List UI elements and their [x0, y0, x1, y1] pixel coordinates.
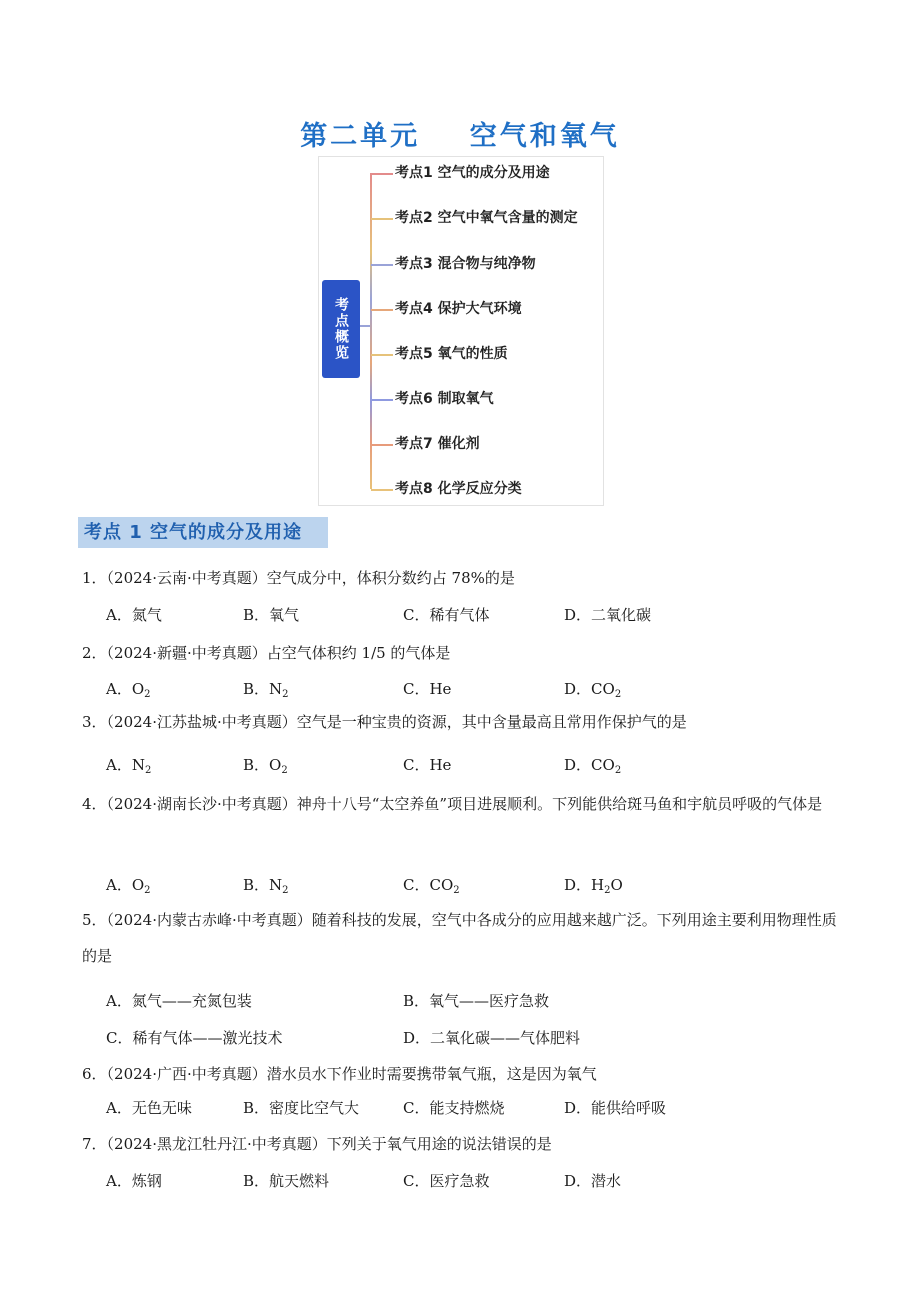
answer-option: B．$N_2$ [243, 876, 289, 896]
mindmap-branch-line [371, 218, 393, 220]
answer-option: B．密度比空气大 [243, 1099, 360, 1117]
mindmap-branch-line [371, 354, 393, 356]
answer-option: A．氮气 [106, 606, 162, 624]
answer-option: A．氮气——充氮包装 [106, 992, 252, 1010]
answer-option: A．炼钢 [106, 1172, 162, 1190]
page-title: 第二单元 空气和氧气 [300, 121, 620, 152]
mindmap-branch-label: 考点2 空气中氧气含量的测定 [395, 210, 578, 226]
question-stem: 4．（2024·湖南长沙·中考真题）神舟十八号“太空养鱼”项目进展顺利。下列能供给斑马鱼和宇航员呼吸的气体是 [82, 795, 823, 813]
answer-option: D．二氧化碳 [564, 606, 652, 624]
answer-option: B．航天燃料 [243, 1172, 330, 1190]
answer-option: A．$N_2$ [106, 756, 152, 776]
mindmap-branch-label: 考点6 制取氧气 [395, 391, 494, 407]
mindmap-branch-line [371, 399, 393, 401]
answer-option: C．能支持燃烧 [403, 1099, 505, 1117]
question-stem: 5．（2024·内蒙古赤峰·中考真题）随着科技的发展，空气中各成分的应用越来越广泛。下列用途主要利用物理性质的是 [82, 911, 837, 965]
mindmap-branch-label: 考点8 化学反应分类 [395, 481, 522, 497]
answer-option: B．$N_2$ [243, 680, 289, 700]
answer-option: C．$CO_2$ [403, 876, 460, 896]
question-stem: 6．（2024·广西·中考真题）潜水员水下作业时需要携带氧气瓶，这是因为氧气 [82, 1065, 597, 1083]
answer-option: B．$O_2$ [243, 756, 288, 776]
answer-option: C．He [403, 680, 452, 698]
mindmap-branch-line [371, 489, 393, 491]
question-stem: 2．（2024·新疆·中考真题）占空气体积约 1/5 的气体是 [82, 644, 451, 662]
mindmap-branch-label: 考点3 混合物与纯净物 [395, 256, 536, 272]
answer-option: A．无色无味 [106, 1099, 192, 1117]
section-header: 考点 1 空气的成分及用途 [78, 517, 328, 548]
answer-option: D．二氧化碳——气体肥料 [403, 1029, 581, 1047]
mindmap-branch-line [371, 309, 393, 311]
answer-option: D．$CO_2$ [564, 756, 622, 776]
mindmap-branch-line [371, 264, 393, 266]
answer-option: B．氧气 [243, 606, 300, 624]
answer-option: B．氧气——医疗急救 [403, 992, 550, 1010]
answer-option: A．$O_2$ [106, 876, 151, 896]
question-stem: 7．（2024·黑龙江牡丹江·中考真题）下列关于氧气用途的说法错误的是 [82, 1135, 552, 1153]
mindmap-spine [370, 173, 372, 489]
mindmap-branch-line [371, 444, 393, 446]
answer-option: D．能供给呼吸 [564, 1099, 667, 1117]
answer-option: C．医疗急救 [403, 1172, 490, 1190]
mindmap-branch-label: 考点1 空气的成分及用途 [395, 165, 550, 181]
answer-option: C．稀有气体 [403, 606, 490, 624]
answer-option: C．He [403, 756, 452, 774]
question-stem: 3．（2024·江苏盐城·中考真题）空气是一种宝贵的资源，其中含量最高且常用作保护气的是 [82, 713, 687, 731]
mindmap-branch-label: 考点4 保护大气环境 [395, 301, 522, 317]
mindmap-branch-label: 考点7 催化剂 [395, 436, 480, 452]
mindmap-branch-line [371, 173, 393, 175]
answer-option: D．潜水 [564, 1172, 622, 1190]
answer-option: D．$CO_2$ [564, 680, 622, 700]
answer-option: D．$H_2O$ [564, 876, 623, 896]
mindmap-root: 考点概览 [322, 280, 360, 378]
mindmap [318, 156, 604, 506]
question-stem: 1．（2024·云南·中考真题）空气成分中，体积分数约占 78%的是 [82, 569, 515, 587]
mindmap-branch-label: 考点5 氧气的性质 [395, 346, 508, 362]
answer-option: A．$O_2$ [106, 680, 151, 700]
mindmap-connector [360, 325, 370, 327]
answer-option: C．稀有气体——激光技术 [106, 1029, 283, 1047]
